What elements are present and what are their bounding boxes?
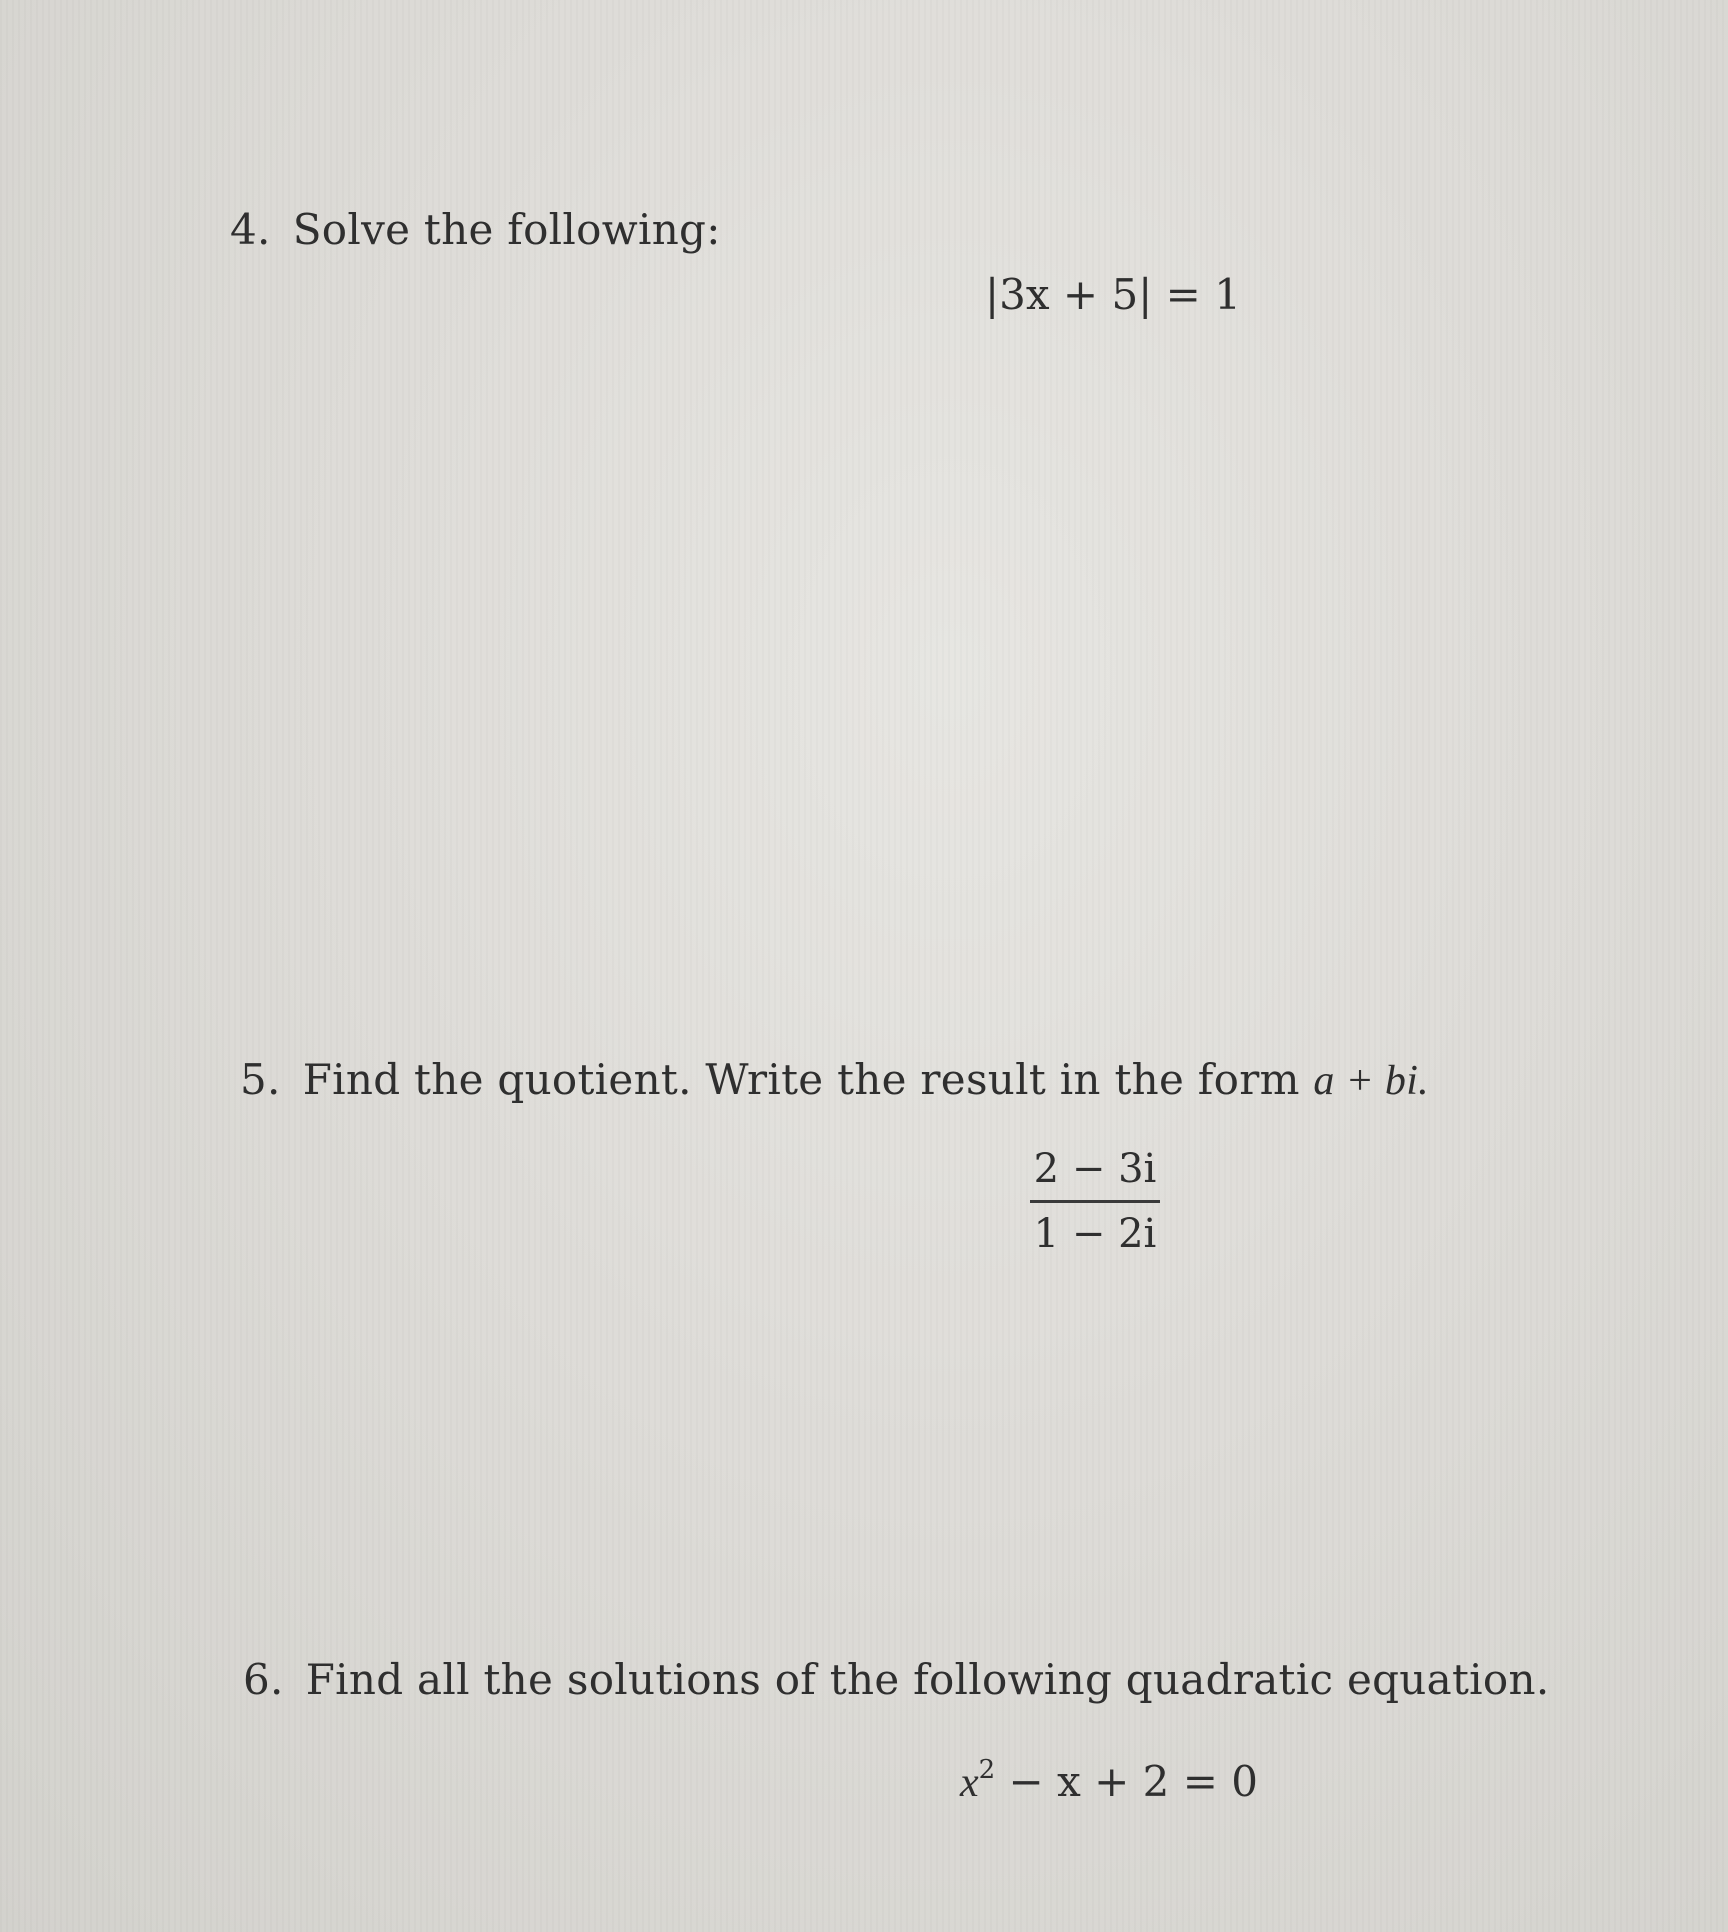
problem-4-number: 4.	[230, 205, 271, 254]
equation-variable: x	[960, 1760, 979, 1806]
problem-6-statement	[243, 1655, 1549, 1704]
equation-remainder: − x + 2 = 0	[995, 1757, 1259, 1806]
problem-5-form: a + bi.	[1313, 1058, 1429, 1104]
fraction-denominator: 1 − 2i	[1033, 1211, 1157, 1257]
problem-4-statement	[230, 205, 721, 254]
fraction-bar	[1030, 1200, 1160, 1203]
fraction-numerator: 2 − 3i	[1033, 1146, 1157, 1192]
problem-4-equation: |3x + 5| = 1	[985, 270, 1241, 319]
problem-6-number: 6.	[243, 1655, 284, 1704]
problem-5-number: 5.	[240, 1055, 281, 1104]
problem-5-statement	[240, 1055, 1429, 1105]
equation-exponent: 2	[978, 1755, 996, 1785]
problem-4-prompt: Solve the following:	[292, 205, 721, 254]
problem-6-prompt: Find all the solutions of the following quadratic equation.	[305, 1655, 1550, 1704]
problem-5-fraction	[1030, 1140, 1160, 1263]
problem-6-equation	[960, 1755, 1258, 1807]
problem-5-prompt: Find the quotient. Write the result in the form	[302, 1055, 1300, 1104]
